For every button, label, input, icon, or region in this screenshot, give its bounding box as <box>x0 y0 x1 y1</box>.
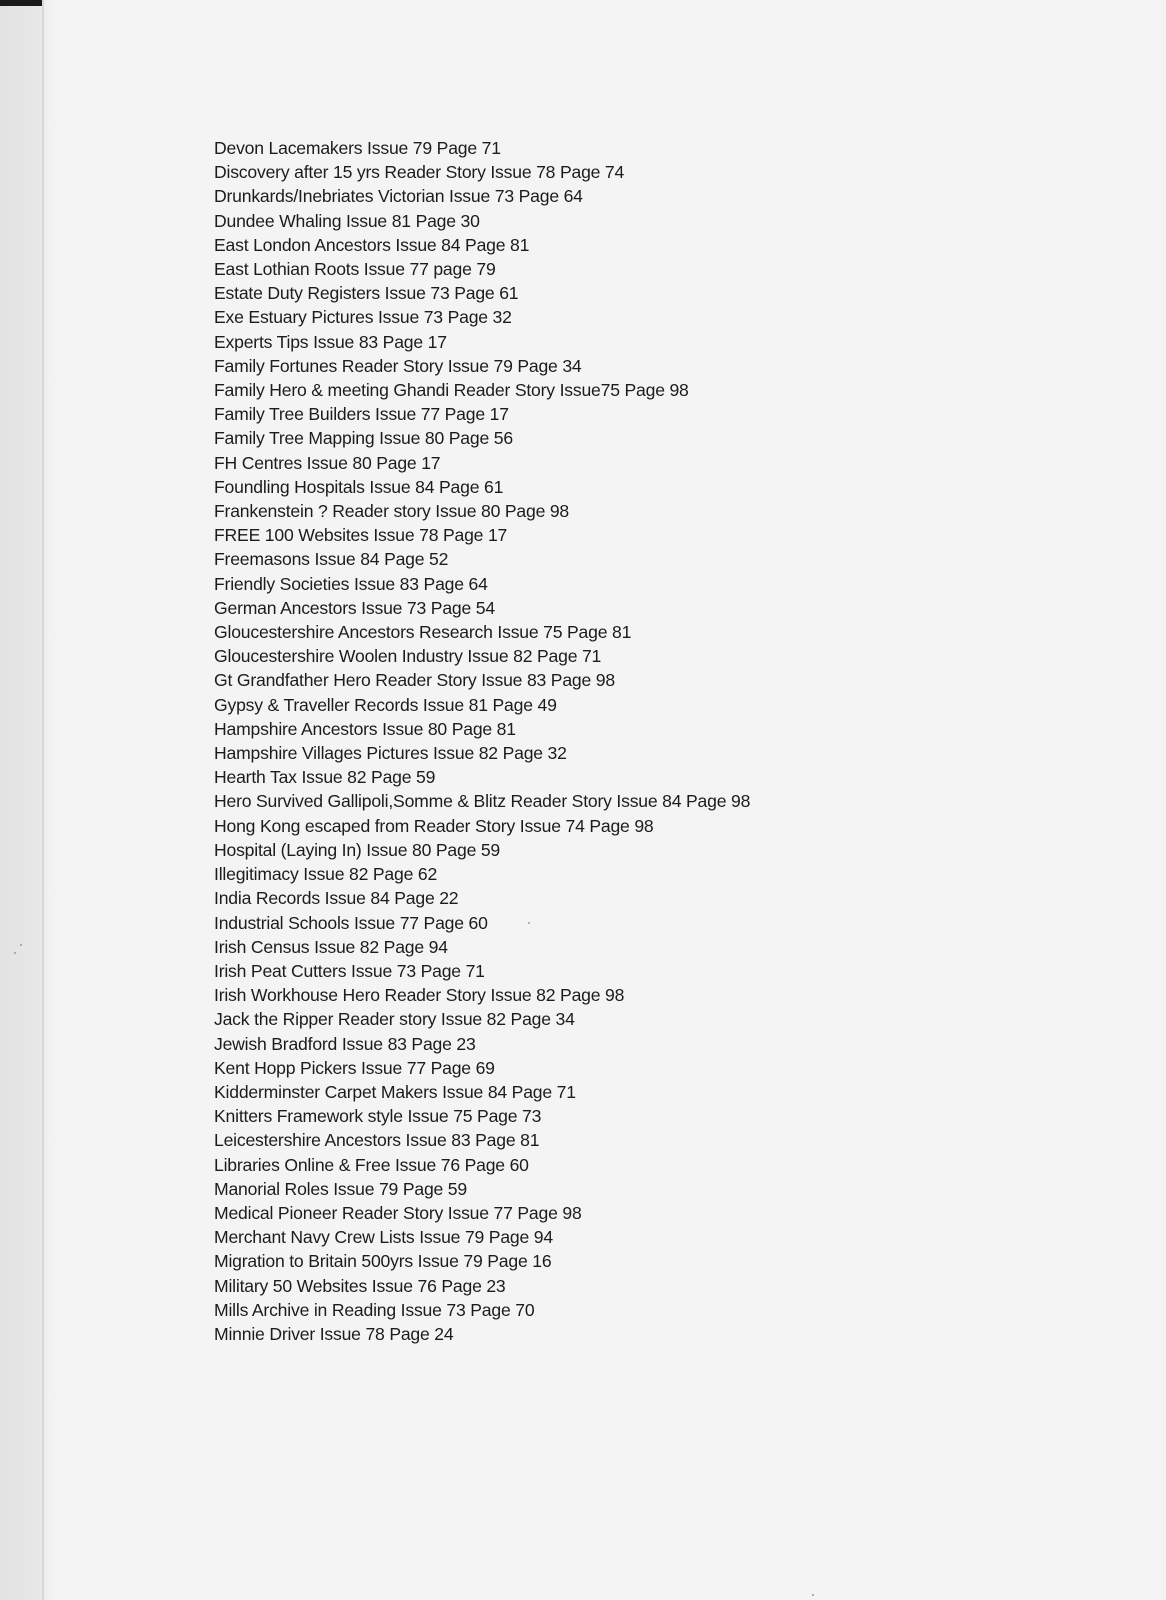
index-entry: Military 50 Websites Issue 76 Page 23 <box>214 1275 506 1296</box>
index-entry: Hampshire Ancestors Issue 80 Page 81 <box>214 718 516 739</box>
index-entry: Discovery after 15 yrs Reader Story Issue 78 Page 74 <box>214 162 625 183</box>
index-entry: FH Centres Issue 80 Page 17 <box>214 452 441 473</box>
index-entry: Family Hero & meeting Ghandi Reader Story Issue75 Page 98 <box>214 380 689 401</box>
page-edge-shadow <box>42 0 44 1600</box>
index-entry: Industrial Schools Issue 77 Page 60 <box>214 912 488 933</box>
index-entry: Migration to Britain 500yrs Issue 79 Page 16 <box>214 1251 552 1272</box>
index-entry: German Ancestors Issue 73 Page 54 <box>214 597 495 618</box>
index-entry: Hero Survived Gallipoli,Somme & Blitz Reader Story Issue 84 Page 98 <box>214 791 751 812</box>
index-entry: Irish Peat Cutters Issue 73 Page 71 <box>214 960 485 981</box>
index-entry: Gypsy & Traveller Records Issue 81 Page 49 <box>214 694 557 715</box>
index-entry: Leicestershire Ancestors Issue 83 Page 81 <box>214 1130 540 1151</box>
index-entry: East Lothian Roots Issue 77 page 79 <box>214 259 496 280</box>
scan-speck <box>20 944 22 946</box>
index-entry: Exe Estuary Pictures Issue 73 Page 32 <box>214 307 512 328</box>
index-entry: Family Fortunes Reader Story Issue 79 Page 34 <box>214 355 582 376</box>
index-entry: Irish Census Issue 82 Page 94 <box>214 936 448 957</box>
index-entry: East London Ancestors Issue 84 Page 81 <box>214 234 530 255</box>
scan-speck <box>812 1594 814 1596</box>
index-entry: Estate Duty Registers Issue 73 Page 61 <box>214 283 519 304</box>
index-entry: India Records Issue 84 Page 22 <box>214 888 459 909</box>
index-entry: Freemasons Issue 84 Page 52 <box>214 549 449 570</box>
index-entry: Knitters Framework style Issue 75 Page 73 <box>214 1106 542 1127</box>
index-entry: Dundee Whaling Issue 81 Page 30 <box>214 210 480 231</box>
index-entry: Medical Pioneer Reader Story Issue 77 Page 98 <box>214 1202 582 1223</box>
index-entry: Family Tree Mapping Issue 80 Page 56 <box>214 428 513 449</box>
index-entry: Experts Tips Issue 83 Page 17 <box>214 331 447 352</box>
index-entry: Gloucestershire Woolen Industry Issue 82 Page 71 <box>214 646 602 667</box>
index-entry: Jewish Bradford Issue 83 Page 23 <box>214 1033 476 1054</box>
index-entry: Frankenstein ? Reader story Issue 80 Page 98 <box>214 501 570 522</box>
index-entry: Mills Archive in Reading Issue 73 Page 70 <box>214 1299 535 1320</box>
index-entry: Irish Workhouse Hero Reader Story Issue 82 Page 98 <box>214 985 625 1006</box>
index-entry: Devon Lacemakers Issue 79 Page 71 <box>214 138 501 158</box>
index-entry: FREE 100 Websites Issue 78 Page 17 <box>214 525 508 546</box>
index-entry: Kidderminster Carpet Makers Issue 84 Page 71 <box>214 1081 576 1102</box>
index-entry: Hearth Tax Issue 82 Page 59 <box>214 767 436 788</box>
index-entry: Hampshire Villages Pictures Issue 82 Page 32 <box>214 743 567 764</box>
index-entry: Family Tree Builders Issue 77 Page 17 <box>214 404 509 425</box>
index-entry: Gloucestershire Ancestors Research Issue 75 Page 81 <box>214 622 632 643</box>
scan-corner-mark <box>0 0 42 6</box>
index-entry: Hospital (Laying In) Issue 80 Page 59 <box>214 839 501 860</box>
index-entry: Libraries Online & Free Issue 76 Page 60 <box>214 1154 529 1175</box>
index-entry: Minnie Driver Issue 78 Page 24 <box>214 1323 454 1344</box>
index-entry: Illegitimacy Issue 82 Page 62 <box>214 864 438 885</box>
index-entry: Hong Kong escaped from Reader Story Issue 74 Page 98 <box>214 815 654 836</box>
index-entry: Gt Grandfather Hero Reader Story Issue 83 Page 98 <box>214 670 615 691</box>
index-list <box>214 136 750 1346</box>
scan-speck <box>14 952 16 954</box>
index-entry: Foundling Hospitals Issue 84 Page 61 <box>214 476 504 497</box>
index-entry: Jack the Ripper Reader story Issue 82 Page 34 <box>214 1009 575 1030</box>
index-entry: Drunkards/Inebriates Victorian Issue 73 Page 64 <box>214 186 583 207</box>
index-entry: Kent Hopp Pickers Issue 77 Page 69 <box>214 1057 495 1078</box>
index-entry: Merchant Navy Crew Lists Issue 79 Page 94 <box>214 1227 553 1248</box>
index-entry: Friendly Societies Issue 83 Page 64 <box>214 573 488 594</box>
index-entry: Manorial Roles Issue 79 Page 59 <box>214 1178 467 1199</box>
